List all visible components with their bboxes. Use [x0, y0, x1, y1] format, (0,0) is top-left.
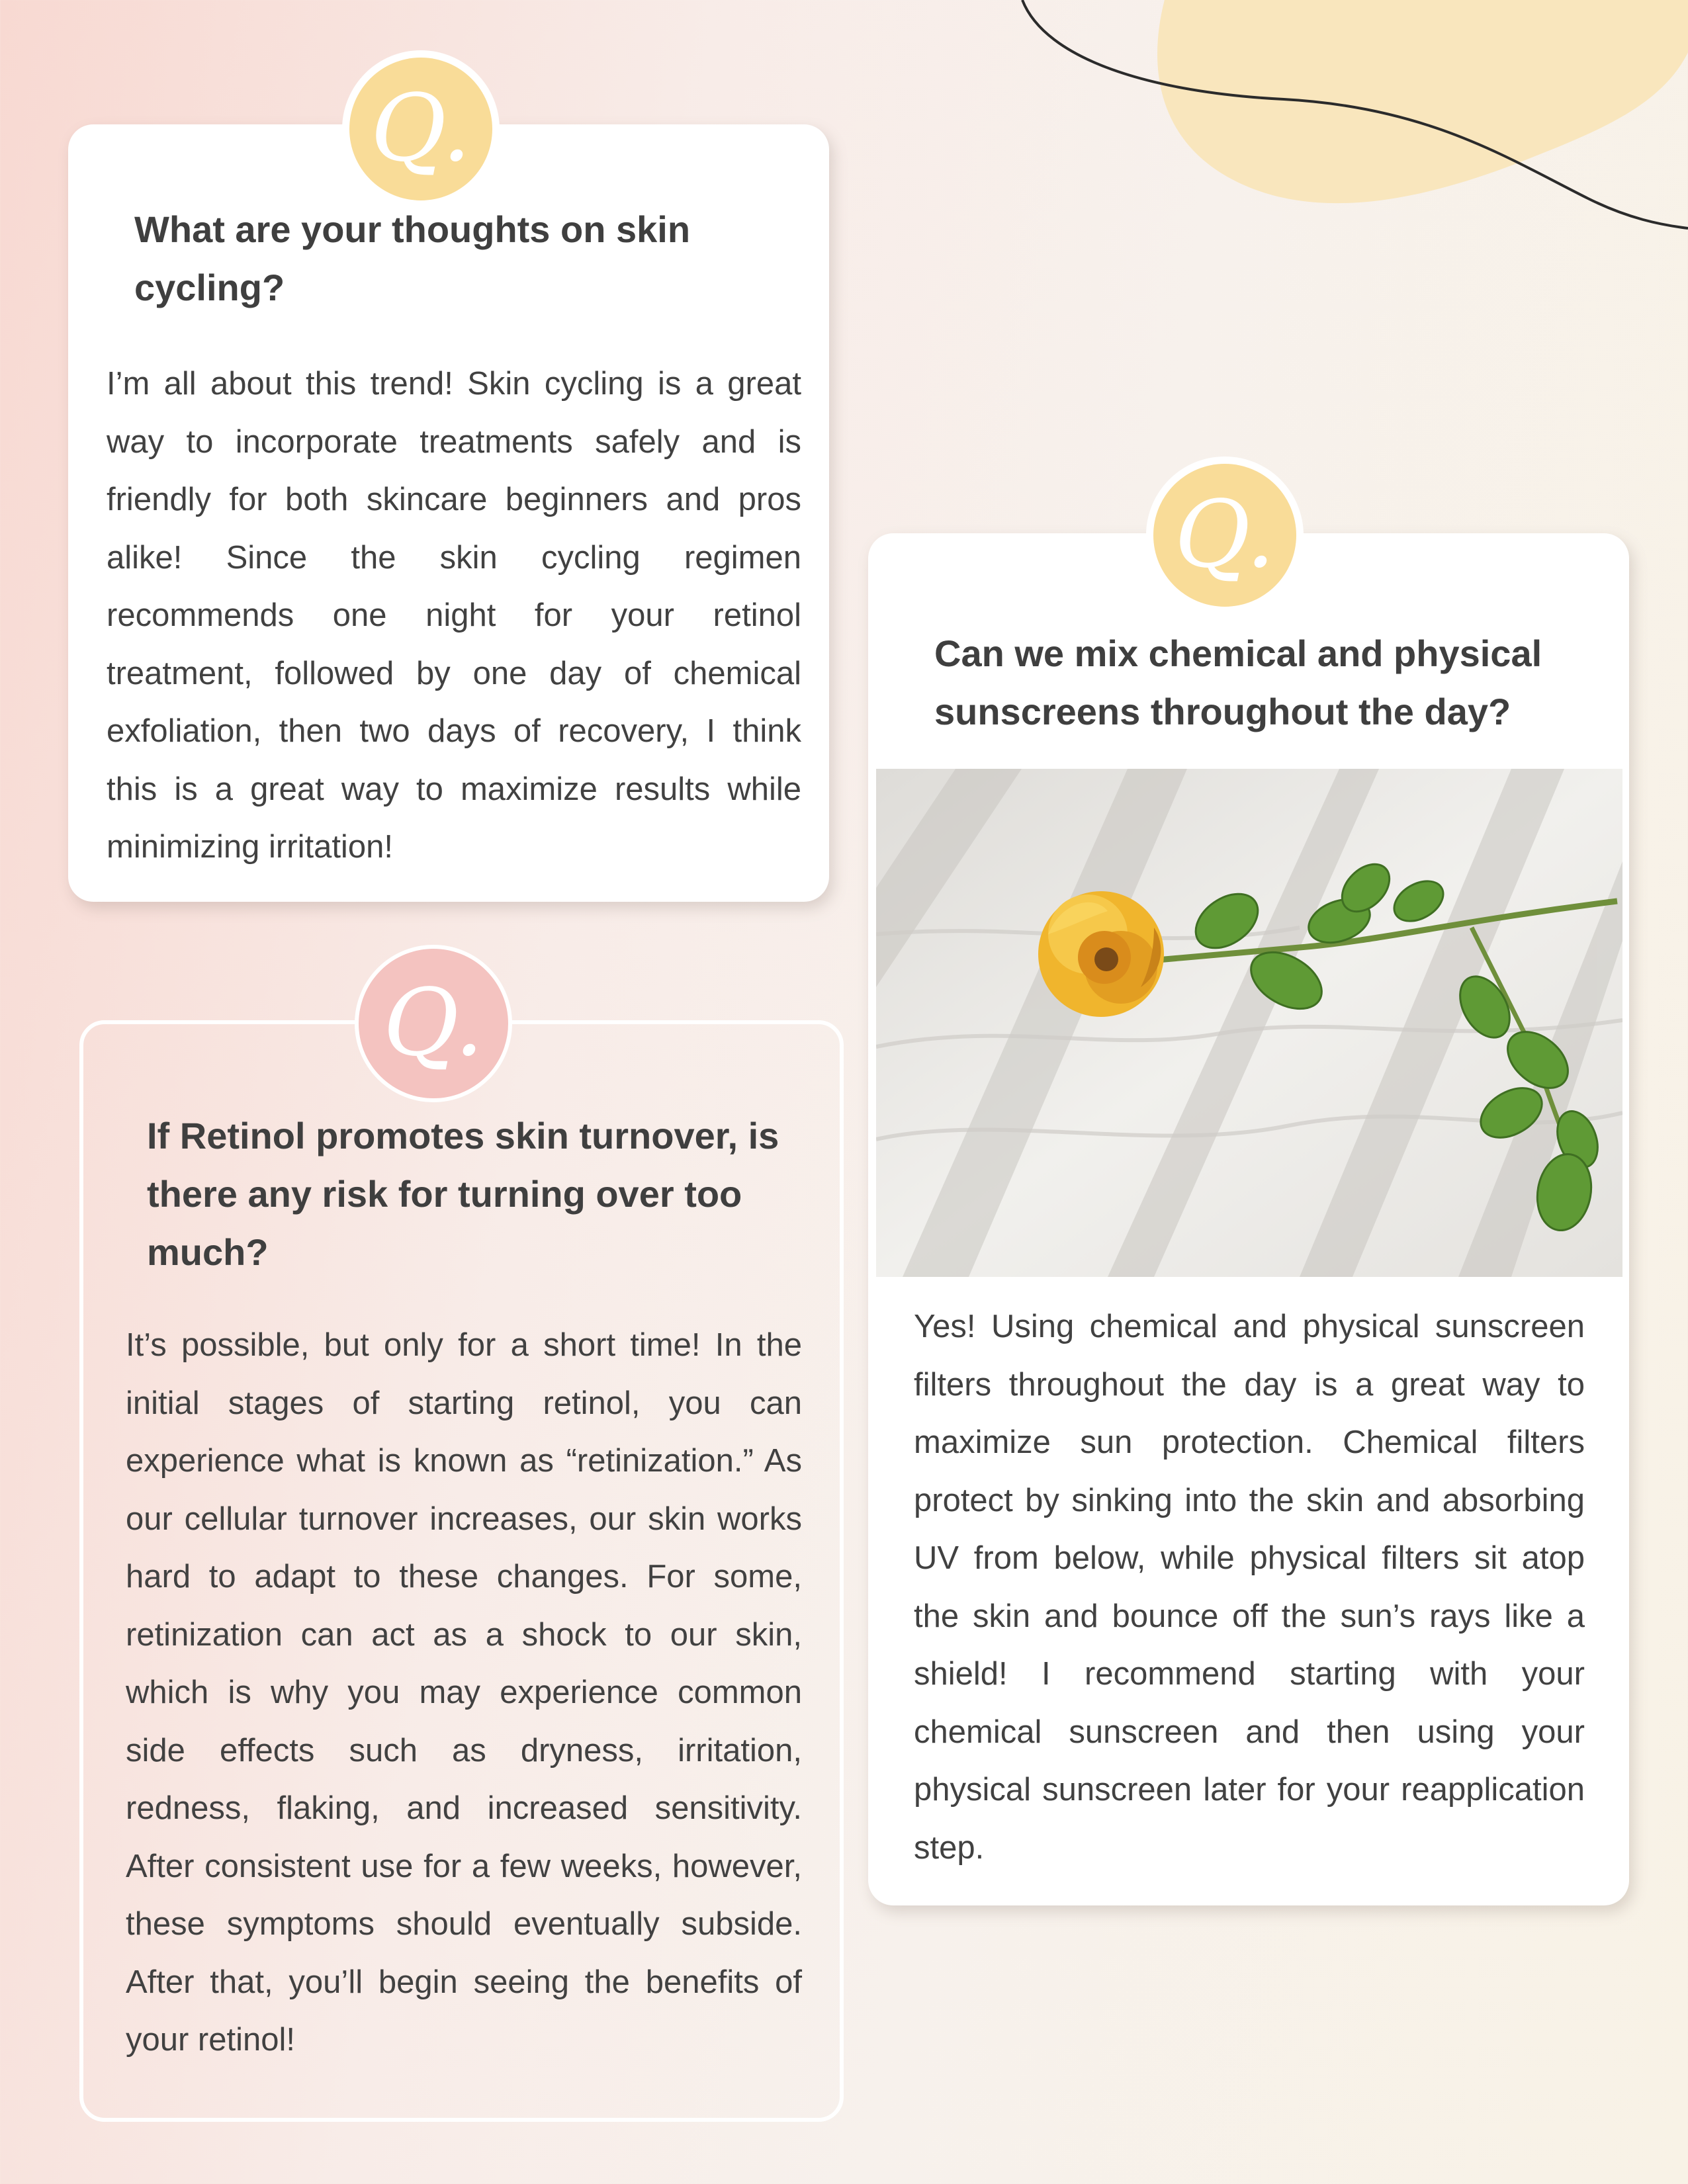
q-icon	[1153, 464, 1296, 607]
answer-text: I’m all about this trend! Skin cycling is a great way to incorporate treatments safely and is friendly for both skincare beginners and pros alike! Since the skin cycling regimen recommends one night for your retinol treatment, followed by one day of chemical exfoliation, then two days of recovery, I think this is a great way to maximize results while minimizing irritation!	[107, 366, 801, 865]
decorative-curve-line	[1006, 0, 1688, 238]
rose-flower	[1038, 891, 1164, 1017]
question-heading: What are your thoughts on skin cycling?	[134, 208, 691, 308]
q-badge	[342, 50, 500, 208]
answer-text: It’s possible, but only for a short time! In the initial stages of starting retinol, you can experience what is known as “retinization.” As our cellular turnover increases, our skin works hard to adapt to these changes. For some, retinization can act as a shock to our skin, which is why you may experience common side effects such as dryness, irritation, redness, flaking, and increased sensitivity. After consistent use for a few weeks, however, these symptoms should eventually subside. After that, you’ll begin seeing the benefits of your retinol!	[126, 1327, 802, 2058]
q-badge	[1146, 457, 1304, 614]
question-heading: If Retinol promotes skin turnover, is there any risk for turning over too much?	[147, 1115, 779, 1273]
question-heading: Can we mix chemical and physical sunscreens throughout the day?	[934, 633, 1542, 732]
q-badge-letter: Q.	[382, 969, 484, 1077]
q-icon	[355, 945, 512, 1102]
rose-photo	[876, 769, 1622, 1277]
q-badge	[355, 945, 512, 1102]
q-icon	[349, 58, 492, 200]
q-badge-letter: Q.	[370, 75, 472, 183]
q-badge-letter: Q.	[1174, 481, 1276, 589]
answer-text: Yes! Using chemical and physical sunscreen filters throughout the day is a great way to maximize sun protection. Chemical filters protect by sinking into the skin and absorbing UV from below, while physical filters sit atop the skin and bounce off the sun’s rays like a shield! I recommend starting with your chemical sunscreen and then using your physical sunscreen later for your reapplication step.	[914, 1309, 1585, 1866]
rose-on-linen-illustration	[876, 769, 1622, 1277]
